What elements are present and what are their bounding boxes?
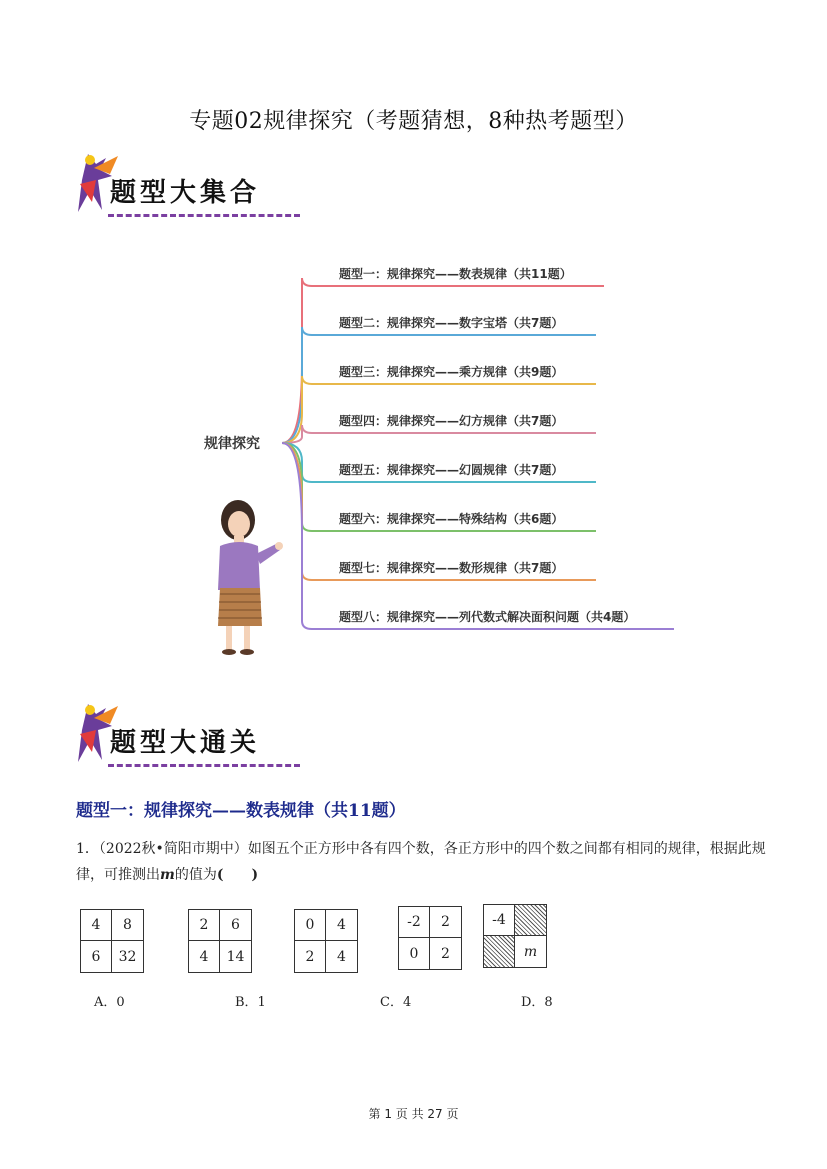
question-text: 如图五个正方形中各有四个数，各正方形中的四个数之间都有相同的规律，根据此规律，可推测出 [76,841,766,883]
cell-top-right: 8 [112,910,143,941]
question-variable: m [160,867,175,883]
cell-bottom-left: 6 [81,941,112,972]
teacher-illustration-icon [206,498,286,660]
option-c[interactable]: C．4 [380,995,412,1010]
mindmap-branch-label: 题型一：规律探究——数表规律（共11题） [339,267,572,281]
option-d[interactable]: D．8 [521,995,553,1010]
section-banner-practice [66,700,306,770]
cell-bottom-right: 32 [118,948,137,965]
question-1 [76,836,766,888]
mindmap-branch-label: 题型七：规律探究——数形规律（共7题） [339,561,564,575]
cell-top-left: 4 [81,910,112,941]
cell-bottom-left: 4 [189,941,220,972]
cell-top-right: 2 [430,907,461,938]
cell-top-right: 4 [326,910,357,941]
question-source: （2022秋•简阳市期中） [98,841,248,857]
mindmap-branch-label: 题型二：规律探究——数字宝塔（共7题） [339,316,564,330]
mindmap-branch-label: 题型三：规律探究——乘方规律（共9题） [339,365,564,379]
mindmap-branch-label: 题型五：规律探究——幻圆规律（共7题） [339,463,564,477]
number-square-1 [80,909,144,973]
cell-bottom-right: 2 [441,945,450,962]
banner-label: 题型大集合 [110,178,261,208]
number-square-2 [188,909,252,973]
option-b[interactable]: B．1 [235,995,266,1010]
mindmap-branch-label: 题型八：规律探究——列代数式解决面积问题（共4题） [339,610,636,624]
mindmap-branch-label: 题型六：规律探究——特殊结构（共6题） [339,512,564,526]
cell-top-left: 0 [295,910,326,941]
cell-bottom-right-unknown: m [523,943,538,960]
question-number: 1． [76,841,99,857]
answer-blank: ( ) [216,867,259,883]
cell-top-left: -4 [484,905,515,936]
cell-top-right: 6 [220,910,251,941]
cell-bottom-right: 4 [337,948,346,965]
mindmap-root: 规律探究 [204,436,260,452]
document-title: 专题02规律探究（考题猜想，8种热考题型） [189,109,638,134]
mindmap-branch-label: 题型四：规律探究——幻方规律（共7题） [339,414,564,428]
cell-bottom-left: 2 [295,941,326,972]
cell-bottom-left: 0 [399,938,430,969]
cell-top-right-hatched [515,905,546,936]
number-square-5 [483,904,547,968]
cell-top-left: -2 [399,907,430,938]
option-a[interactable]: A．0 [94,995,125,1010]
question-text-end: 的值为 [174,867,217,883]
cell-top-left: 2 [189,910,220,941]
page-footer: 第 1 页 共 27 页 [368,1107,459,1121]
banner-underline [108,764,300,767]
section-heading: 题型一：规律探究——数表规律（共11题） [76,801,406,821]
banner-label: 题型大通关 [110,728,261,758]
number-square-3 [294,909,358,973]
cell-bottom-left-hatched [484,936,515,967]
number-square-4 [398,906,462,970]
cell-bottom-right: 14 [226,948,245,965]
